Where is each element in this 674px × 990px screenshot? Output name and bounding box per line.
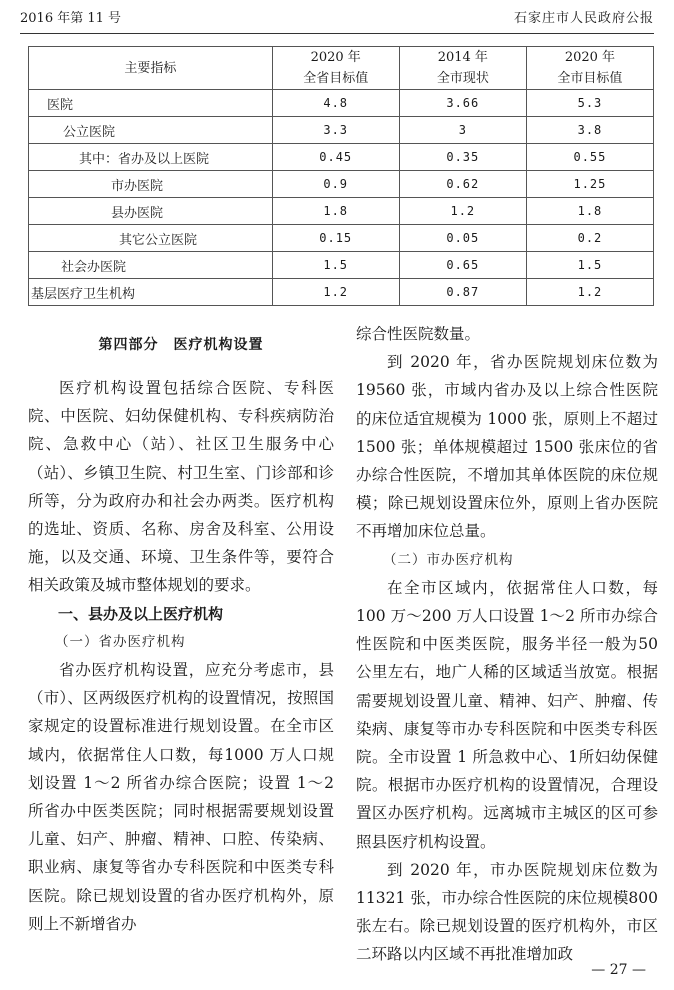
cell-value: 1.8 (526, 198, 653, 225)
table-row (29, 252, 654, 279)
section-title: 第四部分 医疗机构设置 (98, 337, 264, 353)
header-city-2014: 2014 年 全市现状 (399, 47, 526, 90)
cell-value: 3.66 (399, 90, 526, 117)
indicator-table (28, 46, 654, 306)
page-number: — 27 — (591, 962, 646, 978)
table-row (29, 144, 654, 171)
cell-value: 0.15 (272, 225, 399, 252)
cell-value: 4.8 (272, 90, 399, 117)
row-label: 医院 (29, 90, 273, 117)
table-row (29, 117, 654, 144)
heading-level-2: （二）市办医疗机构 (383, 551, 514, 568)
table-row (29, 90, 654, 117)
row-label: 基层医疗卫生机构 (29, 279, 273, 306)
table-row (29, 171, 654, 198)
header-indicator: 主要指标 (29, 47, 273, 90)
cell-value: 0.9 (272, 171, 399, 198)
header-city-2020: 2020 年 全市目标值 (526, 47, 653, 90)
cell-value: 3 (399, 117, 526, 144)
cell-value: 1.2 (399, 198, 526, 225)
row-label: 市办医院 (29, 171, 273, 198)
cell-value: 5.3 (526, 90, 653, 117)
table-row (29, 279, 654, 306)
cell-value: 1.5 (526, 252, 653, 279)
paragraph: 综合性医院数量。 (356, 325, 481, 343)
cell-value: 0.87 (399, 279, 526, 306)
row-label: 社会办医院 (29, 252, 273, 279)
cell-value: 1.2 (526, 279, 653, 306)
cell-value: 1.2 (272, 279, 399, 306)
cell-value: 0.2 (526, 225, 653, 252)
paragraph: 省办医疗机构设置，应充分考虑市，县（市）、区两级医疗机构的设置情况，按照国家规定的设置标准进行规划设置。在全市区域内，依据常住人口数，每1000 万人口规划设置 1～2 所省办综合医院；设置 1～2 所省办中医类医院；同时根据需要规划设置儿童、妇产、肿瘤、精神、口腔、传染病、职业病、康复等省办专科医院和中医类专科医院。除已规划设置的省办医疗机构外，原则上不新增省办 (28, 661, 334, 933)
left-column (28, 330, 334, 938)
table-header-row (29, 47, 654, 90)
cell-value: 0.55 (526, 144, 653, 171)
heading-level-2: （一）省办医疗机构 (55, 633, 186, 650)
paragraph: 医疗机构设置包括综合医院、专科医院、中医院、妇幼保健机构、专科疾病防治院、急救中心（站）、社区卫生服务中心（站）、乡镇卫生院、村卫生室、门诊部和诊所等，分为政府办和社会办两类。医疗机构的选址、资质、名称、房舍及科室、公用设施，以及交通、环境、卫生条件等，要符合相关政策及城市整体规划的要求。 (28, 379, 334, 595)
cell-value: 0.45 (272, 144, 399, 171)
cell-value: 1.25 (526, 171, 653, 198)
cell-value: 0.35 (399, 144, 526, 171)
cell-value: 3.3 (272, 117, 399, 144)
cell-value: 0.65 (399, 252, 526, 279)
issue-label: 2016 年第 11 号 (20, 11, 122, 26)
row-label: 县办医院 (29, 198, 273, 225)
row-label: 公立医院 (29, 117, 273, 144)
cell-value: 3.8 (526, 117, 653, 144)
page-header (20, 8, 654, 30)
cell-value: 1.8 (272, 198, 399, 225)
table-row (29, 198, 654, 225)
header-rule (20, 33, 654, 34)
paragraph: 到 2020 年，省办医院规划床位数为19560 张，市域内省办及以上综合性医院的床位适宜规模为 1000 张，原则上不超过 1500 张；单体规模超过 1500 张床位的省办综合性医院，不增加其单体医院的床位规模；除已规划设置床位外，原则上省办医院不再增加床位总量。 (356, 353, 658, 541)
cell-value: 0.05 (399, 225, 526, 252)
cell-value: 1.5 (272, 252, 399, 279)
publication-title: 石家庄市人民政府公报 (513, 11, 654, 26)
row-label: 其中：省办及以上医院 (29, 144, 273, 171)
header-province-2020: 2020 年 全省目标值 (272, 47, 399, 90)
right-column (356, 320, 658, 969)
cell-value: 0.62 (399, 171, 526, 198)
table-row (29, 225, 654, 252)
row-label: 其它公立医院 (29, 225, 273, 252)
paragraph: 在全市区域内，依据常住人口数，每100 万～200 万人口设置 1～2 所市办综合性医院和中医类医院，服务半径一般为50 公里左右，地广人稀的区域适当放宽。根据需要规划设置儿童、精神、妇产、肿瘤、传染病、康复等市办专科医院和中医类专科医院。全市设置 1 所急救中心、1所妇幼保健院。根据市办医疗机构的设置情况，合理设置区办医疗机构。远离城市主城区的区可参照县医疗机构设置。 (356, 578, 658, 851)
paragraph: 到 2020 年，市办医院规划床位数为11321 张，市办综合性医院的床位规模800 张左右。除已规划设置的医疗机构外，市区二环路以内区域不再批准增加政 (356, 860, 658, 964)
heading-level-1: 一、县办及以上医疗机构 (58, 604, 224, 623)
